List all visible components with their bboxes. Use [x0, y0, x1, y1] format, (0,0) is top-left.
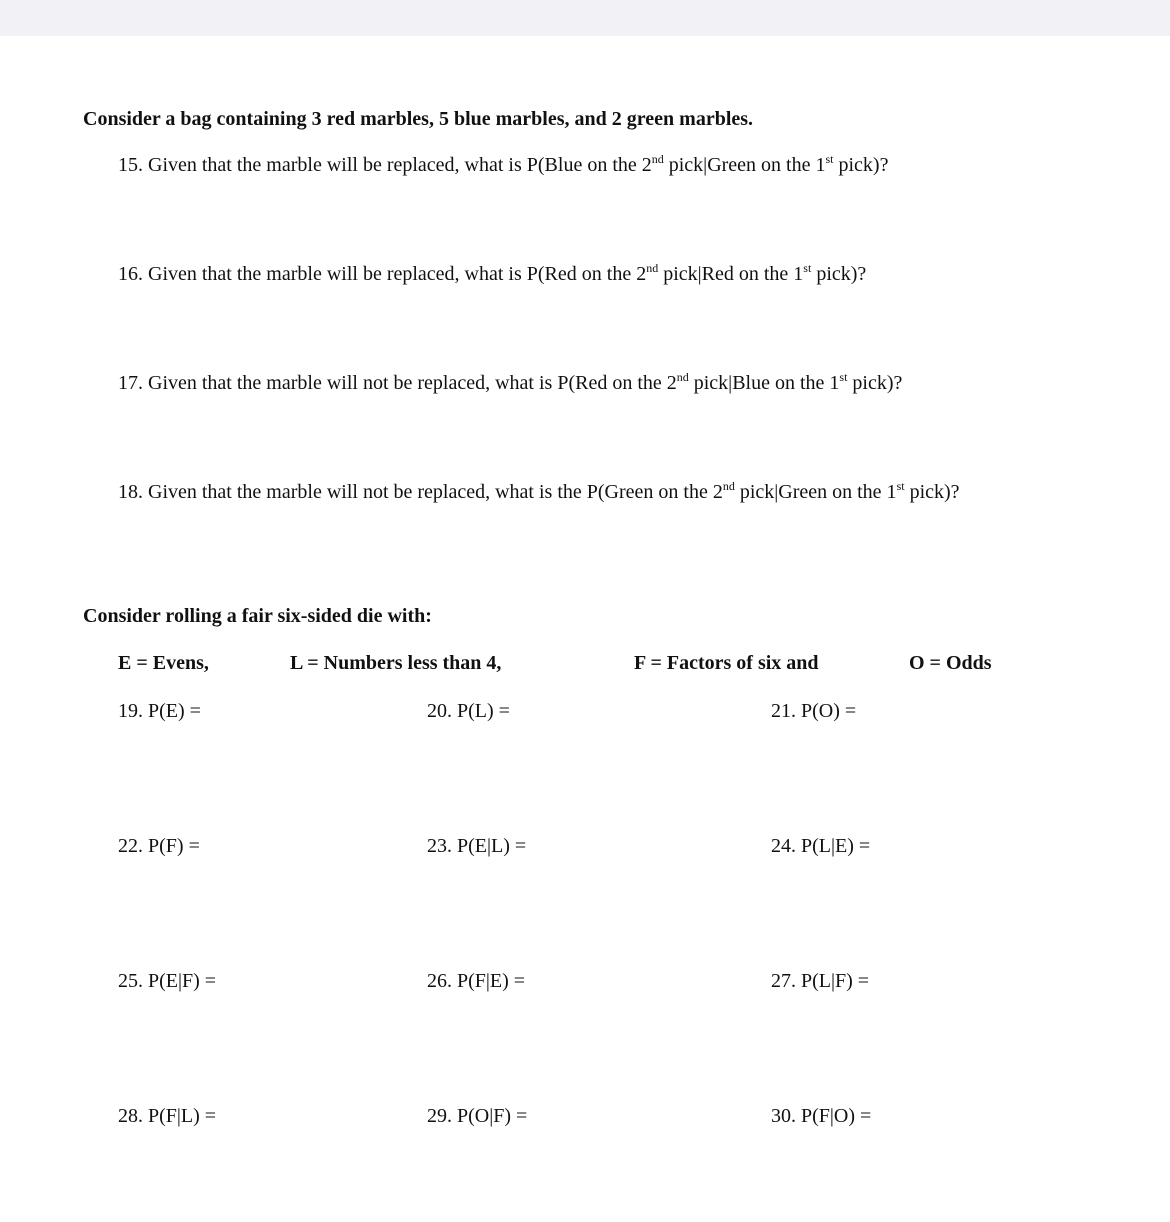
problem-22: 22. P(F) = [118, 835, 200, 857]
question-18-sup-2: st [896, 479, 905, 493]
question-15-part-b: pick|Green on the 1 [663, 154, 826, 176]
question-17-part-c: pick)? [847, 372, 903, 394]
question-15 [118, 153, 888, 177]
question-18 [118, 480, 960, 504]
definition-factors-of-six: F = Factors of six and [634, 652, 819, 674]
question-17-sup-2: st [839, 370, 848, 384]
problem-26: 26. P(F|E) = [427, 970, 526, 992]
question-16-sup-1: nd [646, 261, 659, 275]
definition-odds: O = Odds [909, 652, 992, 674]
marbles-heading: Consider a bag containing 3 red marbles, 5 blue marbles, and 2 green marbles. [83, 108, 754, 130]
problem-30: 30. P(F|O) = [771, 1105, 872, 1127]
question-16-part-b: pick|Red on the 1 [658, 263, 804, 285]
question-18-part-b: pick|Green on the 1 [734, 481, 897, 503]
question-16-part-a: 16. Given that the marble will be replaced, what is P(Red on the 2 [118, 263, 647, 285]
question-16 [118, 262, 866, 286]
question-17-part-b: pick|Blue on the 1 [688, 372, 840, 394]
definition-less-than-4: L = Numbers less than 4, [290, 652, 502, 674]
problem-27: 27. P(L|F) = [771, 970, 870, 992]
question-17-part-a: 17. Given that the marble will not be replaced, what is P(Red on the 2 [118, 372, 677, 394]
top-bar [0, 0, 1170, 36]
problem-23: 23. P(E|L) = [427, 835, 527, 857]
question-16-part-c: pick)? [811, 263, 867, 285]
problem-28: 28. P(F|L) = [118, 1105, 217, 1127]
question-18-part-c: pick)? [904, 481, 960, 503]
question-15-part-c: pick)? [833, 154, 889, 176]
question-15-sup-2: st [825, 152, 834, 166]
question-16-sup-2: st [803, 261, 812, 275]
question-17 [118, 371, 902, 395]
question-15-sup-1: nd [651, 152, 664, 166]
problem-25: 25. P(E|F) = [118, 970, 217, 992]
question-15-part-a: 15. Given that the marble will be replaced, what is P(Blue on the 2 [118, 154, 652, 176]
problem-24: 24. P(L|E) = [771, 835, 871, 857]
question-18-sup-1: nd [722, 479, 735, 493]
question-17-sup-1: nd [676, 370, 689, 384]
problem-29: 29. P(O|F) = [427, 1105, 528, 1127]
problem-20: 20. P(L) = [427, 700, 510, 722]
problem-21: 21. P(O) = [771, 700, 857, 722]
die-heading: Consider rolling a fair six-sided die with: [83, 605, 432, 627]
problem-19: 19. P(E) = [118, 700, 201, 722]
question-18-part-a: 18. Given that the marble will not be replaced, what is the P(Green on the 2 [118, 481, 723, 503]
definition-evens: E = Evens, [118, 652, 209, 674]
